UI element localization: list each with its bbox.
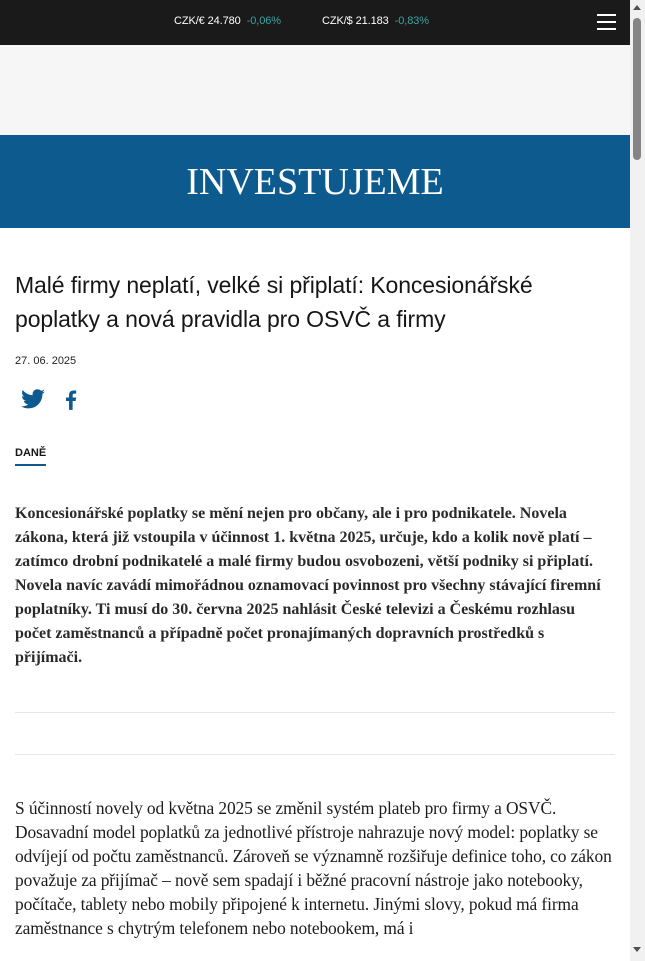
page-scrollbar[interactable] bbox=[630, 0, 645, 961]
article-body-paragraph: S účinností novely od května 2025 se změnil systém plateb pro firmy a OSVČ. Dosavadní model poplatků za jednotlivé přístroje nahrazuje nový model: poplatky se odvíjejí od počtu zaměstnanců. Zároveň se významně rozšiřuje definice toho, co zákon považuje za přijímač – nově sem spadají i běžné pracovní nástroje jako notebooky, počítače, tablety nebo mobily připojené k internetu. Jinými slovy, pokud má firma zaměstnance s chytrým telefonem nebo notebookem, má i bbox=[15, 798, 612, 938]
site-logo[interactable]: INVESTUJEME bbox=[186, 161, 444, 203]
twitter-icon[interactable] bbox=[20, 386, 46, 412]
ticker-pair-usd: CZK/$ 21.183 bbox=[322, 15, 389, 27]
currency-ticker-bar bbox=[0, 0, 630, 45]
article-title: Malé firmy neplatí, velké si připlatí: Koncesionářské poplatky a nová pravidla pro OSVČ a firmy bbox=[15, 272, 533, 332]
hamburger-menu-icon[interactable] bbox=[596, 13, 618, 31]
ticker-change-usd: -0,83% bbox=[394, 15, 429, 27]
article-perex: Koncesionářské poplatky se mění nejen pro občany, ale i pro podnikatele. Novela zákona, která již vstoupila v účinnost 1. května 2025, určuje, kdo a kolik nově platí – zatímco drobní podnikatelé a malé firmy budou osvobozeni, větší podniky si připlatí. Novela navíc zavádí mimořádnou oznamovací povinnost pro všechny stávající firemní poplatníky. Ti musí do 30. června 2025 nahlásit České televizi a Českému rozhlasu počet zaměstnanců a případně počet pronajímaných dopravních prostředků s přijímači. bbox=[15, 505, 601, 666]
brand-header bbox=[0, 135, 630, 228]
ticker-rate-usd[interactable] bbox=[322, 15, 429, 27]
ticker-rate-eur[interactable] bbox=[174, 15, 281, 27]
divider bbox=[15, 754, 615, 755]
ticker-change-eur: -0,06% bbox=[246, 15, 281, 27]
ad-placeholder bbox=[0, 45, 630, 135]
scroll-down-arrow-icon[interactable] bbox=[633, 947, 641, 952]
scroll-up-arrow-icon[interactable] bbox=[633, 5, 641, 10]
article-date: 27. 06. 2025 bbox=[15, 355, 77, 367]
ticker-pair-eur: CZK/€ 24.780 bbox=[174, 15, 241, 27]
divider bbox=[15, 712, 615, 713]
scrollbar-thumb[interactable] bbox=[633, 18, 641, 160]
category-tag-dane[interactable]: DANĚ bbox=[15, 447, 46, 466]
facebook-icon[interactable] bbox=[58, 386, 84, 412]
